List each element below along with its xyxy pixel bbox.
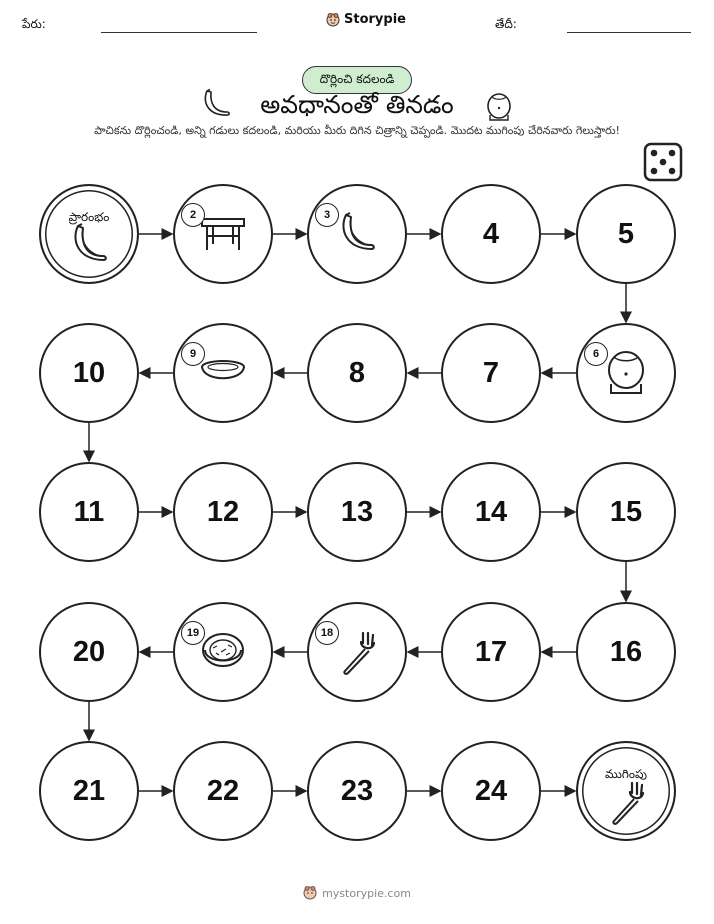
roll-badge: దొర్లించి కదలండి: [302, 66, 412, 94]
board-space-12: [173, 462, 273, 562]
board-space-22: [173, 741, 273, 841]
space-number: 4: [482, 217, 500, 250]
space-number: 15: [609, 495, 643, 528]
finish-space: [576, 741, 676, 841]
space-number: 5: [617, 217, 635, 250]
space-number-chip: 3: [315, 203, 339, 227]
pie-icon: [199, 630, 247, 674]
board-space-21: [39, 741, 139, 841]
space-number: 7: [482, 356, 500, 389]
space-number: 10: [72, 356, 106, 389]
board-space-2: [173, 184, 273, 284]
page-title: అవధానంతో తినడం: [260, 90, 454, 119]
banana-icon: [66, 222, 112, 268]
board-space-24: [441, 741, 541, 841]
space-number: 11: [73, 495, 105, 528]
board-space-15: [576, 462, 676, 562]
board-space-4: [441, 184, 541, 284]
space-number-chip: 9: [181, 342, 205, 366]
name-label: పేరు:: [22, 17, 46, 31]
space-number: 20: [72, 635, 106, 668]
board-space-6: [576, 323, 676, 423]
board-space-5: [576, 184, 676, 284]
board-space-7: [441, 323, 541, 423]
board-space-14: [441, 462, 541, 562]
space-number: 16: [609, 635, 643, 668]
brand-name: Storypie: [344, 12, 406, 27]
fork-icon: [604, 777, 648, 827]
board-space-17: [441, 602, 541, 702]
banana-icon: [334, 211, 380, 257]
board-space-19: [173, 602, 273, 702]
footer-url[interactable]: mystorypie.com: [322, 886, 411, 900]
space-number: 24: [474, 774, 508, 807]
board-space-10: [39, 323, 139, 423]
space-number: 21: [72, 774, 106, 807]
space-number-chip: 18: [315, 621, 339, 645]
storypie-mascot-icon: [303, 886, 317, 900]
board-space-9: [173, 323, 273, 423]
board-space-11: [39, 462, 139, 562]
board-space-3: [307, 184, 407, 284]
footer: [0, 886, 714, 900]
board-space-8: [307, 323, 407, 423]
bowl-icon: [198, 358, 248, 388]
space-number: 12: [206, 495, 240, 528]
date-label: తేదీ:: [495, 17, 517, 31]
instructions: పాచికను దొర్లించండి, అన్ని గడులు కదలండి, మరియు మీరు దిగిన చిత్రాన్ని చెప్పండి. మొదట ముగింపు చేరినవారు గెలుస్తారు!: [94, 124, 620, 137]
space-number: 22: [206, 774, 240, 807]
space-number-chip: 6: [584, 342, 608, 366]
space-number-chip: 2: [181, 203, 205, 227]
table-icon: [198, 214, 248, 254]
board-space-20: [39, 602, 139, 702]
space-number: 14: [474, 495, 508, 528]
space-number: 17: [474, 635, 508, 668]
space-number: 13: [340, 495, 374, 528]
space-number: 23: [340, 774, 374, 807]
board-space-23: [307, 741, 407, 841]
start-label: ప్రారంభం: [68, 210, 110, 224]
belly-icon: [603, 348, 649, 398]
finish-label: ముగింపు: [605, 767, 647, 781]
fork-icon: [335, 627, 379, 677]
start-space: [39, 184, 139, 284]
board-space-18: [307, 602, 407, 702]
space-number: 8: [348, 356, 366, 389]
board-space-13: [307, 462, 407, 562]
space-number-chip: 19: [181, 621, 205, 645]
board-space-16: [576, 602, 676, 702]
